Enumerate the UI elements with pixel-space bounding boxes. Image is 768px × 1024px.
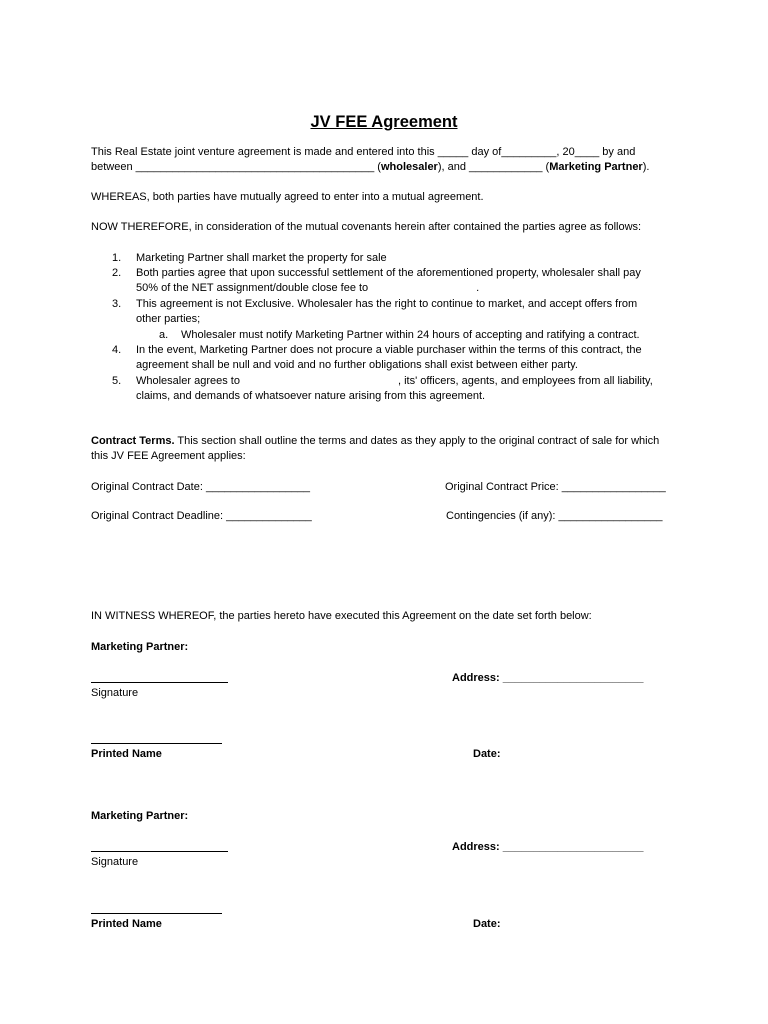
address-field	[452, 671, 643, 687]
list-text: Both parties agree that upon successful settlement of the aforementioned property, wholesaler shall pay	[136, 267, 641, 279]
contract-terms-line-2: this JV FEE Agreement applies:	[91, 450, 246, 462]
list-text: Wholesaler agrees to	[136, 375, 240, 387]
field-label: Contingencies (if any):	[446, 510, 556, 522]
signature-label: Signature	[91, 687, 139, 699]
field-label: Original Contract Date:	[91, 481, 203, 493]
printed-name-label: Printed Name	[91, 748, 162, 760]
contract-terms-heading: Contract Terms.	[91, 435, 175, 447]
whereas-clause: WHEREAS, both parties have mutually agreed to enter into a mutual agreement.	[91, 191, 484, 203]
list-text: claims, and demands of whatsoever nature arising from this agreement.	[136, 390, 486, 402]
address-input[interactable]: _______________________	[502, 841, 644, 853]
original-contract-price-field	[445, 480, 666, 496]
year-blank[interactable]: ____	[574, 146, 600, 158]
intro-text: day of	[468, 146, 502, 158]
printed-name-label: Printed Name	[91, 918, 162, 930]
date-label: Date:	[473, 748, 501, 760]
intro-text: , 20	[556, 146, 575, 158]
list-text: .	[476, 282, 480, 294]
document-title: JV FEE Agreement	[310, 113, 458, 131]
party-label: Marketing Partner:	[91, 641, 189, 653]
list-number: 5.	[112, 375, 122, 387]
list-number: 3.	[112, 298, 122, 310]
list-text: 50% of the NET assignment/double close fee to	[136, 282, 369, 294]
original-contract-date-input[interactable]: _________________	[205, 481, 310, 493]
list-text: , its' officers, agents, and employees from all liability,	[397, 375, 653, 387]
field-label: Address:	[452, 841, 500, 853]
printed-name-line[interactable]	[91, 743, 222, 744]
list-text: Wholesaler must notify Marketing Partner within 24 hours of accepting and ratifying a contract.	[181, 329, 640, 341]
contract-terms-text: This section shall outline the terms and dates as they apply to the original contract of sale for which	[174, 435, 660, 447]
intro-line-2	[91, 160, 649, 176]
field-label: Original Contract Price:	[445, 481, 559, 493]
marketing-partner-term: Marketing Partner	[549, 161, 643, 173]
address-input[interactable]: _______________________	[502, 672, 644, 684]
list-text: other parties;	[136, 313, 201, 325]
intro-text: (	[374, 161, 381, 173]
address-field	[452, 840, 643, 856]
intro-text: This Real Estate joint venture agreement is made and entered into this	[91, 146, 438, 158]
list-text: In the event, Marketing Partner does not procure a viable purchaser within the terms of this contract, the	[136, 344, 642, 356]
list-text: Marketing Partner shall market the property for sale	[136, 252, 387, 264]
list-number: 4.	[112, 344, 122, 356]
original-contract-price-input[interactable]: _________________	[561, 481, 666, 493]
contingencies-field	[446, 509, 663, 525]
intro-text: ), and	[437, 161, 470, 173]
contingencies-input[interactable]: _________________	[558, 510, 663, 522]
contract-terms-line-1	[91, 434, 659, 450]
list-number: 2.	[112, 267, 122, 279]
month-blank[interactable]: _________	[501, 146, 557, 158]
partner-name-blank[interactable]: ____________	[469, 161, 543, 173]
wholesaler-term: wholesaler	[380, 161, 438, 173]
list-number: 1.	[112, 252, 122, 264]
signature-label: Signature	[91, 856, 139, 868]
witness-clause: IN WITNESS WHEREOF, the parties hereto have executed this Agreement on the date set forth below:	[91, 610, 592, 622]
list-text: This agreement is not Exclusive. Wholesaler has the right to continue to market, and accept offers from	[136, 298, 638, 310]
original-contract-date-field	[91, 480, 310, 496]
list-letter: a.	[159, 329, 169, 341]
field-label: Address:	[452, 672, 500, 684]
day-blank[interactable]: _____	[437, 146, 469, 158]
signature-line[interactable]	[91, 851, 228, 852]
party-label: Marketing Partner:	[91, 810, 189, 822]
list-text-line2	[136, 281, 676, 297]
printed-name-line[interactable]	[91, 913, 222, 914]
intro-text: by and	[599, 146, 636, 158]
intro-text: (	[542, 161, 550, 173]
field-label: Original Contract Deadline:	[91, 510, 224, 522]
original-contract-deadline-field	[91, 509, 312, 525]
date-label: Date:	[473, 918, 501, 930]
intro-text: between	[91, 161, 136, 173]
wholesaler-name-blank[interactable]: _______________________________________	[135, 161, 375, 173]
intro-line-1	[91, 145, 635, 161]
original-contract-deadline-input[interactable]: ______________	[226, 510, 312, 522]
intro-text: ).	[642, 161, 650, 173]
now-therefore-clause: NOW THEREFORE, in consideration of the mutual covenants herein after contained the parties agree as follows:	[91, 221, 642, 233]
list-text-line1	[136, 374, 676, 390]
list-text: agreement shall be null and void and no further obligations shall exist between either party.	[136, 359, 578, 371]
signature-line[interactable]	[91, 682, 228, 683]
